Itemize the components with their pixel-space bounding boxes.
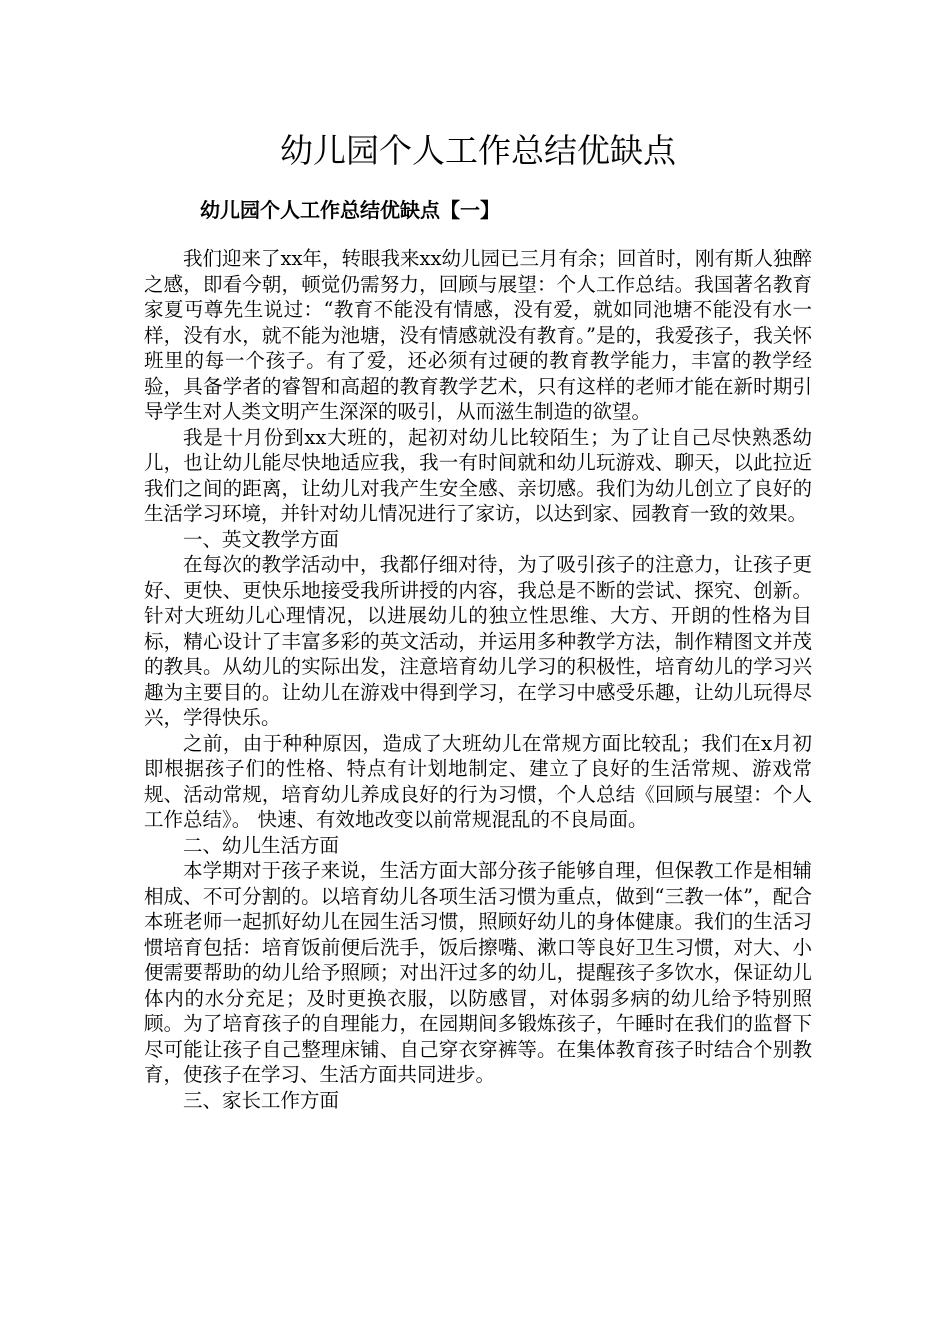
document-subtitle: 幼儿园个人工作总结优缺点【一】 [200,198,500,222]
paragraph-life-habits: 本学期对于孩子来说，生活方面大部分孩子能够自理，但保教工作是相辅相成、不可分割的。以培育幼儿各项生活习惯为重点，做到“三教一体”，配合本班老师一起抓好幼儿在园生活习惯，照顾好幼儿的身体健康。我们的生活习惯培育包括：培育饭前便后洗手，饭后擦嘴、漱口等良好卫生习惯，对大、小便需要帮助的幼儿给予照顾；对出汗过多的幼儿，提醒孩子多饮水，保证幼儿体内的水分充足；及时更换衣服，以防感冒，对体弱多病的幼儿给予特别照顾。为了培育孩子的自理能力，在园期间多锻炼孩子，午睡时在我们的监督下尽可能让孩子自己整理床铺、自己穿衣穿裤等。在集体教育孩子时结合个别教育，使孩子在学习、生活方面共同进步。 [144,859,812,1086]
paragraph-intro: 我们迎来了xx年，转眼我来xx幼儿园已三月有余；回首时，刚有斯人独醉之感，即看今朝，顿觉仍需努力，回顾与展望：个人工作总结。我国著名教育家夏丏尊先生说过：“教育不能没有情感，没有爱，就如同池塘不能没有水一样，没有水，就不能为池塘，没有情感就没有教育。”是的，我爱孩子，我关怀班里的每一个孩子。有了爱，还必须有过硬的教育教学能力，丰富的教学经验，具备学者的睿智和高超的教育教学艺术，只有这样的老师才能在新时期引导学生对人类文明产生深深的吸引，从而滋生制造的欲望。 [144,247,812,423]
paragraph-routine: 之前，由于种种原因，造成了大班幼儿在常规方面比较乱；我们在x月初即根据孩子们的性格、特点有计划地制定、建立了良好的生活常规、游戏常规、活动常规，培育幼儿养成良好的行为习惯，个人总结《回顾与展望：个人工作总结》。 快速、有效地改变以前常规混乱的不良局面。 [144,731,812,831]
section-heading-parents: 三、家长工作方面 [183,1088,340,1112]
section-heading-english: 一、英文教学方面 [183,527,340,551]
section-heading-life: 二、幼儿生活方面 [183,833,340,857]
document-body [144,246,812,1113]
document-title: 幼儿园个人工作总结优缺点 [280,131,676,170]
paragraph-english-teaching: 在每次的教学活动中，我都仔细对待，为了吸引孩子的注意力，让孩子更好、更快、更快乐地接受我所讲授的内容，我总是不断的尝试、探究、创新。针对大班幼儿心理情况，以进展幼儿的独立性思维、大方、开朗的性格为目标，精心设计了丰富多彩的英文活动，并运用多种教学方法，制作精图文并茂的教具。从幼儿的实际出发，注意培育幼儿学习的积极性，培育幼儿的学习兴趣为主要目的。让幼儿在游戏中得到学习，在学习中感受乐趣，让幼儿玩得尽兴，学得快乐。 [144,553,812,729]
paragraph-familiarize: 我是十月份到xx大班的，起初对幼儿比较陌生；为了让自己尽快熟悉幼儿，也让幼儿能尽快地适应我，我一有时间就和幼儿玩游戏、聊天，以此拉近我们之间的距离，让幼儿对我产生安全感、亲切感。我们为幼儿创立了良好的生活学习环境，并针对幼儿情况进行了家访，以达到家、园教育一致的效果。 [144,425,812,525]
